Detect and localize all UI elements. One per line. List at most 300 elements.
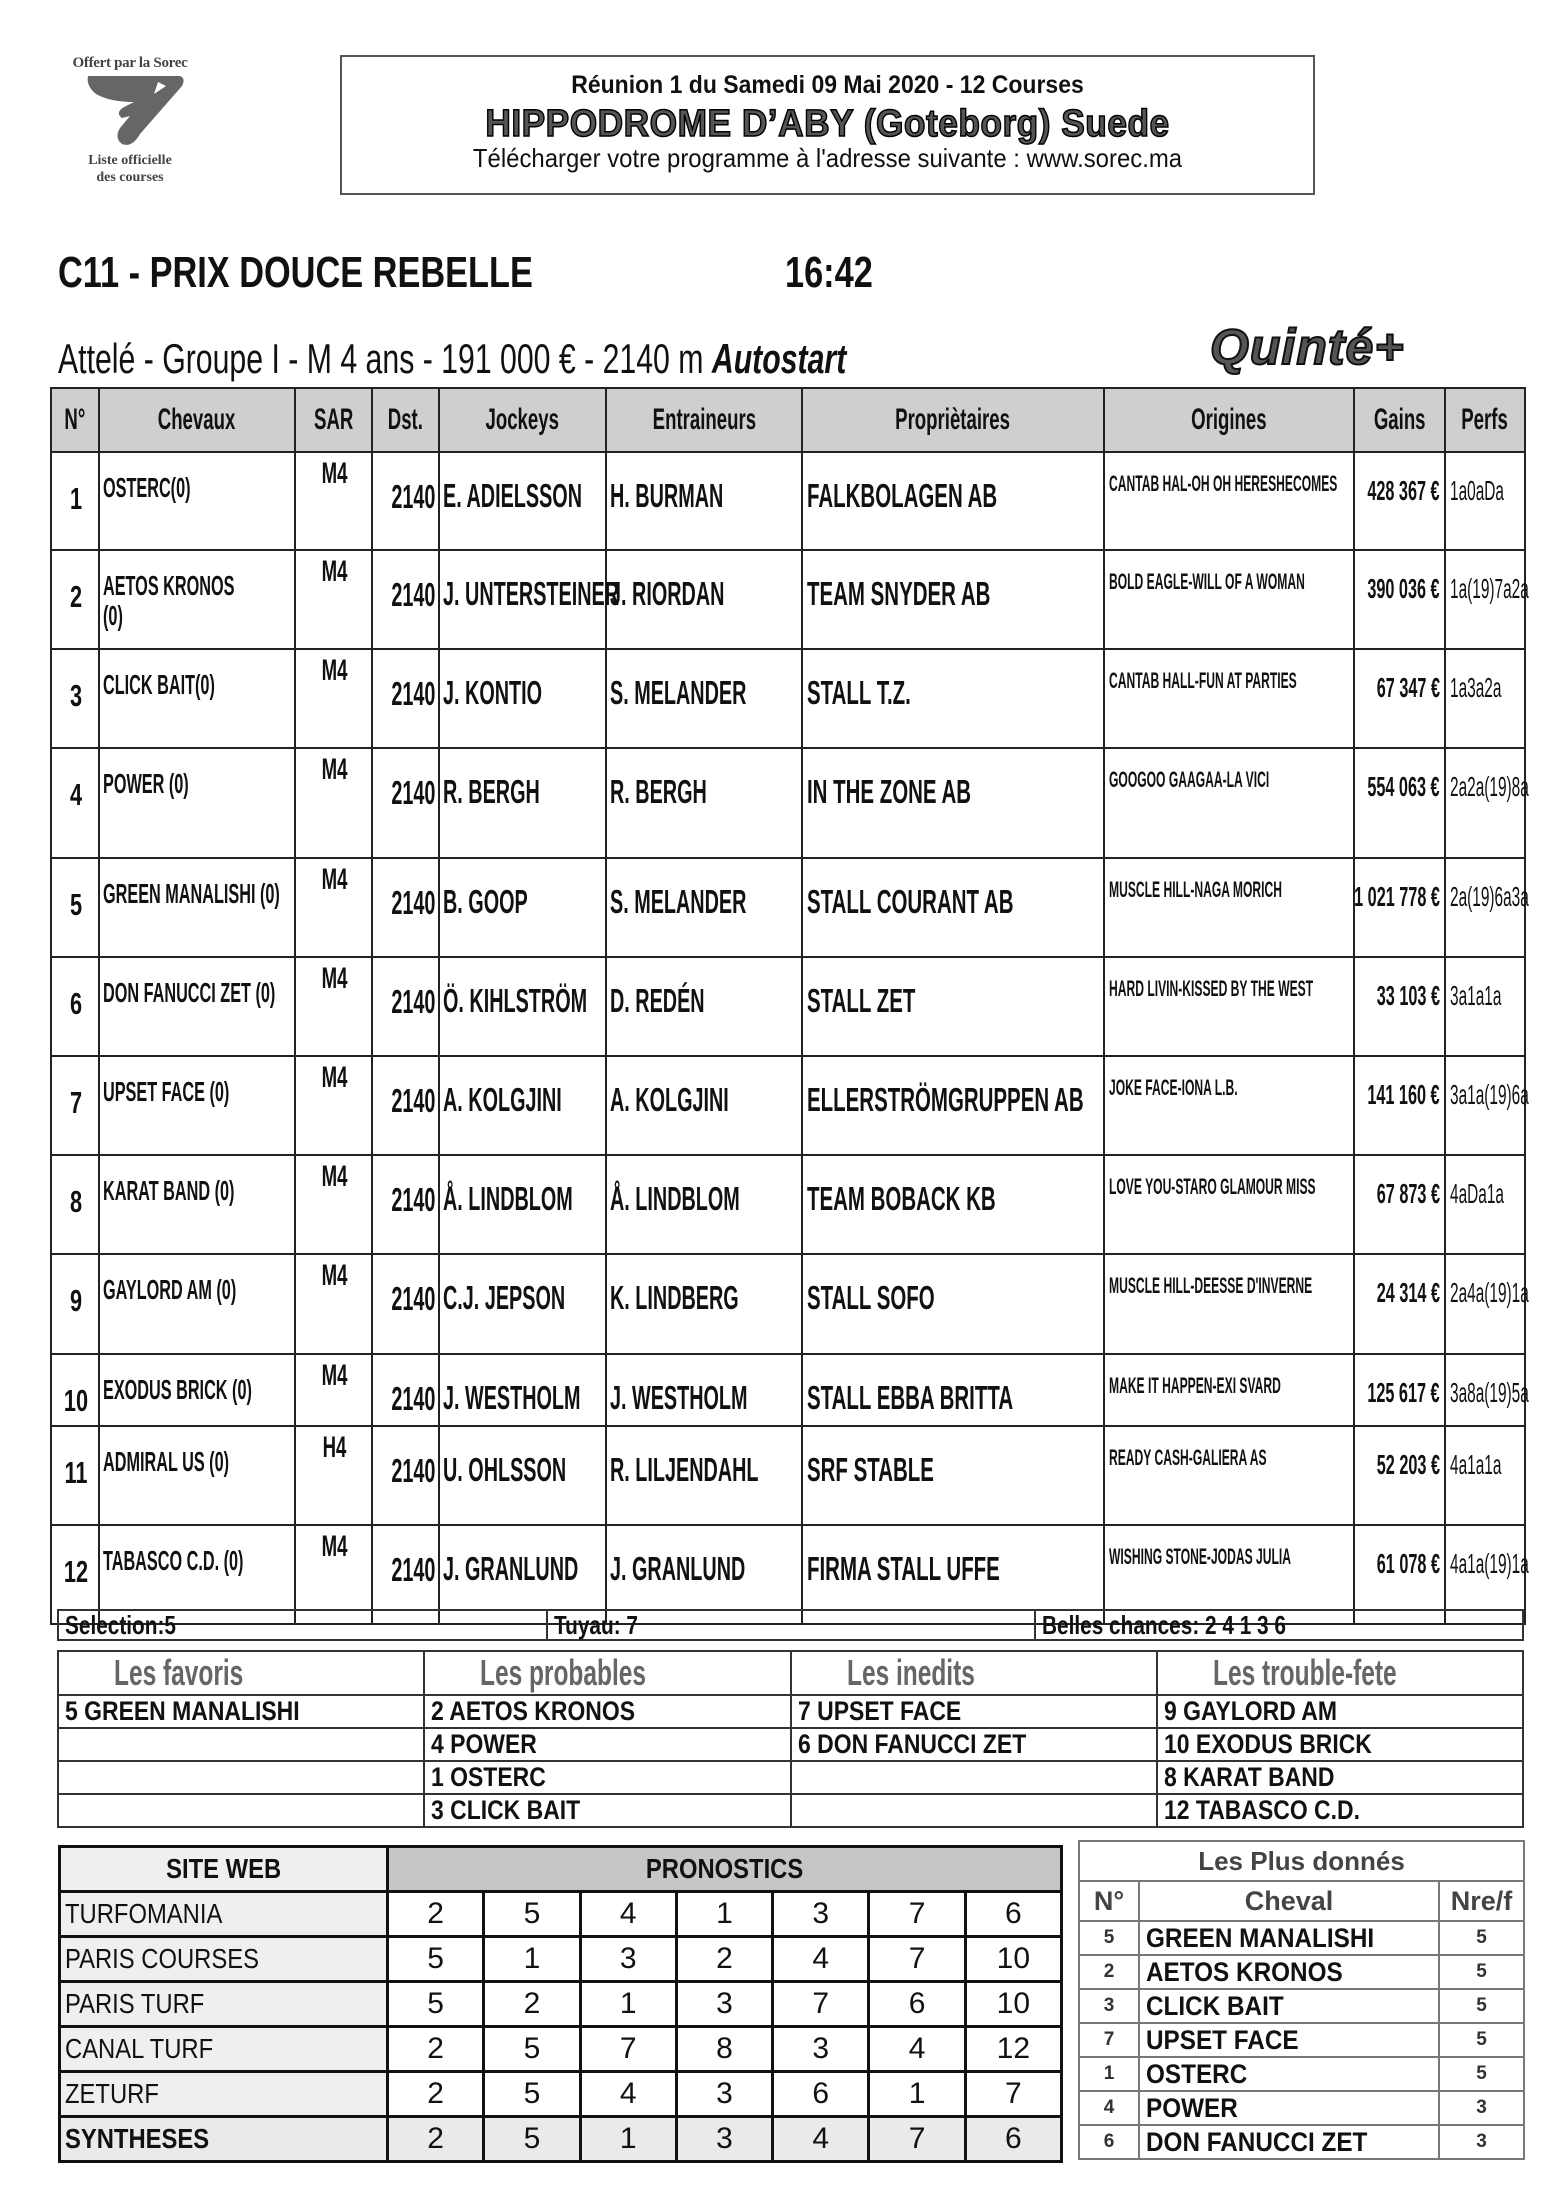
category-row (58, 1794, 1523, 1827)
category-header (1157, 1651, 1523, 1695)
plus-donnes-horse-cell (1139, 2023, 1439, 2057)
runner-gains: 1 021 778 € (1354, 881, 1440, 912)
column-header-num (51, 388, 99, 452)
runner-perfs: 2a4a(19)1a (1450, 1277, 1529, 1308)
plus-donnes-horse: POWER (1146, 2092, 1238, 2123)
runner-origin: JOKE FACE-IONA L.B. (1109, 1075, 1238, 1100)
runner-gains: 554 063 € (1367, 771, 1440, 802)
runner-cell-trainer (606, 1354, 802, 1426)
category-header (791, 1651, 1157, 1695)
runner-perfs: 4a1a1a (1450, 1449, 1502, 1480)
column-header-label: Jockeys (485, 403, 560, 436)
runner-cell-origin (1104, 1254, 1354, 1354)
runner-cell-horse (99, 957, 295, 1056)
pronostic-pick: 2 (388, 1892, 484, 1937)
pronostic-pick: 3 (676, 1982, 772, 2027)
runner-num: 6 (69, 986, 83, 1021)
runner-cell-gains (1354, 550, 1445, 649)
pronostic-pick: 7 (869, 1937, 965, 1982)
runner-cell-jockey (439, 1354, 606, 1426)
plus-donnes-horse-cell (1139, 2057, 1439, 2091)
runner-gains: 61 078 € (1376, 1548, 1440, 1579)
pronostic-pick: 2 (388, 2027, 484, 2072)
runner-row (51, 1056, 1525, 1155)
pronostic-row (60, 1892, 1062, 1937)
runner-owner: STALL EBBA BRITTA (807, 1379, 1014, 1416)
plus-donnes-count: 3 (1439, 2091, 1524, 2125)
runner-dst: 2140 (390, 983, 435, 1020)
runner-sar: M4 (321, 555, 348, 588)
runner-cell-gains (1354, 649, 1445, 748)
runner-dst: 2140 (390, 478, 435, 515)
runner-cell-origin (1104, 452, 1354, 550)
runner-cell-owner (802, 1254, 1104, 1354)
runner-cell-owner (802, 1155, 1104, 1254)
runner-row (51, 957, 1525, 1056)
category-header-label: Les favoris (114, 1652, 244, 1693)
pronostic-site (60, 1892, 388, 1937)
runner-horse: EXODUS BRICK (0) (103, 1374, 252, 1405)
runner-cell-dst (372, 748, 439, 858)
runner-cell-trainer (606, 858, 802, 957)
pronostic-pick: 6 (965, 1892, 1061, 1937)
pronostic-pick: 3 (773, 2027, 869, 2072)
runner-cell-perfs (1445, 1354, 1529, 1426)
pronostic-pick: 7 (869, 2117, 965, 2162)
category-cell (58, 1761, 424, 1794)
runner-owner: ELLERSTRÖMGRUPPEN AB (807, 1081, 1084, 1118)
runner-cell-perfs (1445, 957, 1525, 1056)
logo-top-text: Offert par la Sorec (72, 55, 188, 71)
column-header-jockey (439, 388, 606, 452)
runner-origin: LOVE YOU-STARO GLAMOUR MISS (1109, 1174, 1316, 1199)
runner-cell-jockey (439, 649, 606, 748)
runner-row (51, 748, 1525, 858)
runner-cell-owner (802, 452, 1104, 550)
runner-num: 8 (69, 1184, 83, 1219)
runner-row (51, 649, 1525, 748)
runner-cell-gains (1354, 858, 1445, 957)
runner-jockey: R. BERGH (443, 773, 540, 810)
pronostic-row (60, 2117, 1062, 2162)
pronostics-header-text: PRONOSTICS (645, 1853, 804, 1884)
runner-dst: 2140 (390, 576, 435, 613)
runner-cell-owner (802, 1426, 1104, 1525)
pronostic-pick: 8 (676, 2027, 772, 2072)
runner-cell-horse (99, 1155, 295, 1254)
plus-donnes-num: 6 (1079, 2125, 1139, 2159)
plus-donnes-horse-cell (1139, 2125, 1439, 2159)
pronostic-pick: 6 (965, 2117, 1061, 2162)
plus-donnes-row (1079, 1921, 1524, 1955)
runner-cell-sar (295, 1426, 372, 1525)
runner-perfs: 3a1a(19)6a (1450, 1079, 1529, 1110)
category-cell (1157, 1728, 1523, 1761)
runner-origin: GOOGOO GAAGAA-LA VICI (1109, 767, 1270, 792)
pronostic-pick: 10 (965, 1937, 1061, 1982)
category-horse: 7 UPSET FACE (797, 1696, 961, 1726)
runner-owner: FIRMA STALL UFFE (807, 1550, 1000, 1587)
category-cell (1157, 1794, 1523, 1827)
runner-row (51, 1354, 1525, 1426)
belles-chances-text: Belles chances: 2 4 1 3 6 (1042, 1610, 1286, 1640)
runner-gains: 67 347 € (1376, 672, 1440, 703)
runner-cell-gains (1354, 748, 1445, 858)
category-row (58, 1761, 1523, 1794)
pronostic-pick: 1 (580, 2117, 676, 2162)
runner-jockey: J. GRANLUND (443, 1550, 579, 1587)
pronostic-pick: 4 (580, 1892, 676, 1937)
runner-owner: TEAM BOBACK KB (807, 1180, 996, 1217)
runner-cell-trainer (606, 1056, 802, 1155)
runner-dst: 2140 (390, 1452, 435, 1489)
pronostic-pick: 6 (773, 2072, 869, 2117)
runner-cell-origin (1104, 1056, 1354, 1155)
column-header-horse (99, 388, 295, 452)
runner-horse: CLICK BAIT(0) (103, 669, 215, 700)
runner-cell-owner (802, 748, 1104, 858)
runner-cell-num (51, 1155, 99, 1254)
runner-owner: SRF STABLE (807, 1451, 934, 1488)
category-horse: 12 TABASCO C.D. (1163, 1795, 1360, 1825)
plus-donnes-row (1079, 2023, 1524, 2057)
runner-perfs: 2a(19)6a3a (1450, 881, 1529, 912)
column-header-label: Propriètaires (895, 403, 1011, 436)
runner-cell-dst (372, 649, 439, 748)
runner-cell-dst (372, 858, 439, 957)
runner-cell-sar (295, 957, 372, 1056)
runner-cell-jockey (439, 957, 606, 1056)
runner-cell-sar (295, 748, 372, 858)
runner-gains: 67 873 € (1376, 1178, 1440, 1209)
category-cell (58, 1794, 424, 1827)
runner-cell-jockey (439, 748, 606, 858)
runner-trainer: R. LILJENDAHL (610, 1451, 759, 1488)
pronostic-pick: 10 (965, 1982, 1061, 2027)
runner-origin: HARD LIVIN-KISSED BY THE WEST (1109, 976, 1314, 1001)
plus-donnes-count: 5 (1439, 1955, 1524, 1989)
runner-cell-origin (1104, 748, 1354, 858)
runner-cell-origin (1104, 550, 1354, 649)
runner-dst: 2140 (390, 1082, 435, 1119)
pronostic-pick: 2 (676, 1937, 772, 1982)
pronostic-site-name: ZETURF (65, 2078, 159, 2109)
runner-dst: 2140 (390, 1551, 435, 1588)
pronostic-site (60, 1982, 388, 2027)
category-cell (791, 1695, 1157, 1728)
runner-trainer: S. MELANDER (610, 883, 747, 920)
category-horse: 6 DON FANUCCI ZET (797, 1729, 1026, 1759)
category-row (58, 1695, 1523, 1728)
column-header-label: SAR (313, 403, 354, 436)
column-header-label: Origines (1191, 403, 1267, 436)
runner-cell-num (51, 1254, 99, 1354)
pronostic-pick: 5 (484, 2027, 580, 2072)
plus-donnes-horse-cell (1139, 2091, 1439, 2125)
runner-cell-horse (99, 858, 295, 957)
plus-donnes-row (1079, 2057, 1524, 2091)
runner-cell-num (51, 452, 99, 550)
selection-bar (57, 1609, 1524, 1641)
pronostics-table (58, 1845, 1063, 2163)
runner-cell-perfs (1445, 550, 1529, 649)
runner-cell-trainer (606, 649, 802, 748)
runner-cell-dst (372, 550, 439, 649)
runner-cell-dst (372, 1254, 439, 1354)
runner-trainer: Å. LINDBLOM (610, 1180, 740, 1217)
column-header-gains (1354, 388, 1445, 452)
runner-owner: TEAM SNYDER AB (807, 575, 991, 612)
runner-cell-jockey (439, 1155, 606, 1254)
plus-donnes-num: 5 (1079, 1921, 1139, 1955)
runner-jockey: C.J. JEPSON (443, 1279, 566, 1316)
runner-cell-num (51, 748, 99, 858)
pronostic-pick: 4 (773, 1937, 869, 1982)
column-header-trainer (606, 388, 802, 452)
category-horse: 4 POWER (431, 1729, 538, 1759)
runner-owner: STALL COURANT AB (807, 883, 1014, 920)
runner-dst: 2140 (390, 774, 435, 811)
plus-donnes-table (1078, 1840, 1525, 2160)
runner-owner: STALL T.Z. (807, 674, 911, 711)
pronostic-site (60, 2072, 388, 2117)
race-conditions-text: Attelé - Groupe I - M 4 ans - 191 000 € - 2140 m (58, 335, 712, 382)
category-horse: 10 EXODUS BRICK (1163, 1729, 1372, 1759)
category-cell (1157, 1761, 1523, 1794)
plus-donnes-num: 4 (1079, 2091, 1139, 2125)
plus-donnes-count: 5 (1439, 2057, 1524, 2091)
runner-cell-gains (1354, 957, 1445, 1056)
runner-perfs: 4aDa1a (1450, 1178, 1504, 1209)
runner-cell-dst (372, 957, 439, 1056)
pronostic-pick: 2 (388, 2117, 484, 2162)
runner-row (51, 452, 1525, 550)
runner-cell-jockey (439, 1056, 606, 1155)
category-horse: 9 GAYLORD AM (1163, 1696, 1337, 1726)
runner-cell-origin (1104, 957, 1354, 1056)
runner-cell-horse (99, 1254, 295, 1354)
runner-cell-perfs (1445, 1254, 1529, 1354)
category-cell (424, 1728, 790, 1761)
category-cell (424, 1695, 790, 1728)
runner-perfs: 1a3a2a (1450, 672, 1502, 703)
plus-donnes-row (1079, 2091, 1524, 2125)
category-cell (791, 1761, 1157, 1794)
runner-trainer: A. KOLGJINI (610, 1081, 729, 1118)
runner-cell-horse (99, 1354, 295, 1426)
column-header-label: N° (64, 403, 86, 436)
runner-origin: WISHING STONE-JODAS JULIA (1109, 1544, 1291, 1569)
column-header-label: Gains (1373, 403, 1426, 436)
pronostics-header (388, 1847, 1062, 1892)
runner-gains: 125 617 € (1367, 1377, 1440, 1408)
runner-perfs: 2a2a(19)8a (1450, 771, 1529, 802)
column-header-label: Chevaux (158, 403, 236, 436)
runner-cell-origin (1104, 1426, 1354, 1525)
quinte-plus-badge: Quinté+ (1210, 319, 1405, 375)
pronostic-site-name: SYNTHESES (65, 2123, 210, 2154)
plus-donnes-count: 3 (1439, 2125, 1524, 2159)
runner-sar: M4 (321, 1530, 348, 1563)
site-web-header-text: SITE WEB (165, 1853, 282, 1884)
runner-cell-num (51, 858, 99, 957)
pronostic-site-name: PARIS TURF (65, 1988, 205, 2019)
runner-trainer: J. WESTHOLM (610, 1379, 748, 1416)
runner-cell-gains (1354, 1056, 1445, 1155)
runner-cell-gains (1354, 452, 1445, 550)
plus-donnes-row (1079, 2125, 1524, 2159)
runner-trainer: R. BERGH (610, 773, 707, 810)
pronostic-pick: 7 (773, 1982, 869, 2027)
plus-donnes-horse: AETOS KRONOS (1146, 1956, 1343, 1987)
pronostic-pick: 4 (773, 2117, 869, 2162)
runner-jockey: B. GOOP (443, 883, 528, 920)
runner-gains: 24 314 € (1376, 1277, 1440, 1308)
runner-cell-sar (295, 1155, 372, 1254)
column-header-sar (295, 388, 372, 452)
tuyau-cell (548, 1611, 1036, 1639)
runner-cell-origin (1104, 1354, 1354, 1426)
column-header-label: Perfs (1461, 403, 1509, 436)
runner-jockey: E. ADIELSSON (443, 477, 582, 514)
runner-row (51, 550, 1525, 649)
pronostic-pick: 5 (484, 1892, 580, 1937)
runner-dst: 2140 (390, 1380, 435, 1417)
runner-cell-trainer (606, 452, 802, 550)
runner-cell-owner (802, 1056, 1104, 1155)
plus-donnes-num: 2 (1079, 1955, 1139, 1989)
runner-row (51, 1426, 1525, 1525)
site-web-header (60, 1847, 388, 1892)
plus-donnes-column-header: Cheval (1139, 1881, 1439, 1921)
runner-owner: STALL ZET (807, 982, 916, 1019)
runner-cell-perfs (1445, 1056, 1529, 1155)
runner-trainer: J. GRANLUND (610, 1550, 746, 1587)
runner-origin: MAKE IT HAPPEN-EXI SVARD (1109, 1373, 1281, 1398)
column-header-dst (372, 388, 439, 452)
runner-sar: M4 (321, 1160, 348, 1193)
runner-cell-perfs (1445, 649, 1525, 748)
column-header-perfs (1445, 388, 1525, 452)
runner-origin: MUSCLE HILL-NAGA MORICH (1109, 877, 1282, 902)
plus-donnes-horse: GREEN MANALISHI (1146, 1922, 1375, 1953)
runner-gains: 141 160 € (1367, 1079, 1440, 1110)
plus-donnes-horse: DON FANUCCI ZET (1146, 2126, 1368, 2157)
runner-dst: 2140 (390, 1181, 435, 1218)
category-row (58, 1728, 1523, 1761)
runner-cell-horse (99, 1056, 295, 1155)
start-type: Autostart (711, 335, 847, 382)
runner-horse: POWER (0) (103, 768, 189, 799)
pronostic-pick: 7 (869, 1892, 965, 1937)
runner-trainer: D. REDÉN (610, 982, 705, 1019)
runner-sar: M4 (321, 753, 348, 786)
runner-cell-origin (1104, 858, 1354, 957)
category-cell (1157, 1695, 1523, 1728)
categories-header-row (58, 1651, 1523, 1695)
runner-cell-horse (99, 748, 295, 858)
runner-cell-gains (1354, 1155, 1445, 1254)
pronostic-pick: 5 (484, 2072, 580, 2117)
pronostic-pick: 5 (484, 2117, 580, 2162)
runner-horse: ADMIRAL US (0) (103, 1446, 230, 1477)
pronostic-pick: 3 (676, 2117, 772, 2162)
runner-cell-perfs (1445, 858, 1529, 957)
runner-dst: 2140 (390, 1280, 435, 1317)
runner-cell-sar (295, 858, 372, 957)
runner-sar: M4 (321, 863, 348, 896)
plus-donnes-count: 5 (1439, 1921, 1524, 1955)
pronostic-pick: 1 (484, 1937, 580, 1982)
pronostic-pick: 2 (484, 1982, 580, 2027)
category-horse: 3 CLICK BAIT (431, 1795, 581, 1825)
plus-donnes-horse: UPSET FACE (1146, 2024, 1299, 2055)
plus-donnes-count: 5 (1439, 1989, 1524, 2023)
category-header-label: Les trouble-fete (1212, 1652, 1397, 1693)
runner-num: 3 (69, 678, 83, 713)
runner-horse: GAYLORD AM (0) (103, 1274, 237, 1305)
runner-sar: M4 (321, 1359, 348, 1392)
runner-gains: 390 036 € (1367, 573, 1440, 604)
runner-sar: M4 (321, 654, 348, 687)
runner-sar: M4 (321, 457, 348, 490)
runner-jockey: U. OHLSSON (443, 1451, 567, 1488)
runner-jockey: Å. LINDBLOM (443, 1180, 573, 1217)
race-title: C11 - PRIX DOUCE REBELLE (58, 248, 533, 297)
runner-num: 12 (63, 1554, 89, 1589)
category-header-label: Les probables (480, 1652, 647, 1693)
runner-trainer: K. LINDBERG (610, 1279, 739, 1316)
runner-dst: 2140 (390, 675, 435, 712)
runner-cell-perfs (1445, 1426, 1525, 1525)
plus-donnes-num: 1 (1079, 2057, 1139, 2091)
runner-cell-jockey (439, 1254, 606, 1354)
plus-donnes-horse-cell (1139, 1921, 1439, 1955)
runner-cell-trainer (606, 957, 802, 1056)
runner-cell-sar (295, 1254, 372, 1354)
pronostic-pick: 5 (388, 1937, 484, 1982)
pronostic-site (60, 2027, 388, 2072)
pronostic-pick: 3 (580, 1937, 676, 1982)
plus-donnes-horse-cell (1139, 1955, 1439, 1989)
category-cell (791, 1794, 1157, 1827)
download-notice: Télécharger votre programme à l'adresse suivante : www.sorec.ma (472, 143, 1183, 173)
runner-cell-origin (1104, 649, 1354, 748)
column-header-label: Entraineurs (652, 403, 756, 436)
category-cell (58, 1728, 424, 1761)
runner-cell-num (51, 649, 99, 748)
pronostic-site (60, 2117, 388, 2162)
plus-donnes-row (1079, 1955, 1524, 1989)
runner-cell-jockey (439, 550, 620, 649)
runners-header-row (51, 388, 1525, 452)
runner-cell-dst (372, 1155, 439, 1254)
venue-title: HIPPODROME D’ABY (Goteborg) Suede (485, 103, 1170, 145)
pronostic-pick: 7 (965, 2072, 1061, 2117)
pronostic-row (60, 2027, 1062, 2072)
runner-owner: IN THE ZONE AB (807, 773, 972, 810)
pronostic-row (60, 2072, 1062, 2117)
runner-num: 10 (63, 1383, 89, 1418)
pronostic-pick: 2 (388, 2072, 484, 2117)
runner-cell-sar (295, 1354, 372, 1426)
runner-cell-perfs (1445, 748, 1529, 858)
plus-donnes-horse: OSTERC (1146, 2058, 1248, 2089)
runner-cell-num (51, 957, 99, 1056)
runner-origin: CANTAB HAL-OH OH HERESHECOMES (1109, 471, 1338, 496)
category-header (424, 1651, 790, 1695)
plus-donnes-num: 7 (1079, 2023, 1139, 2057)
